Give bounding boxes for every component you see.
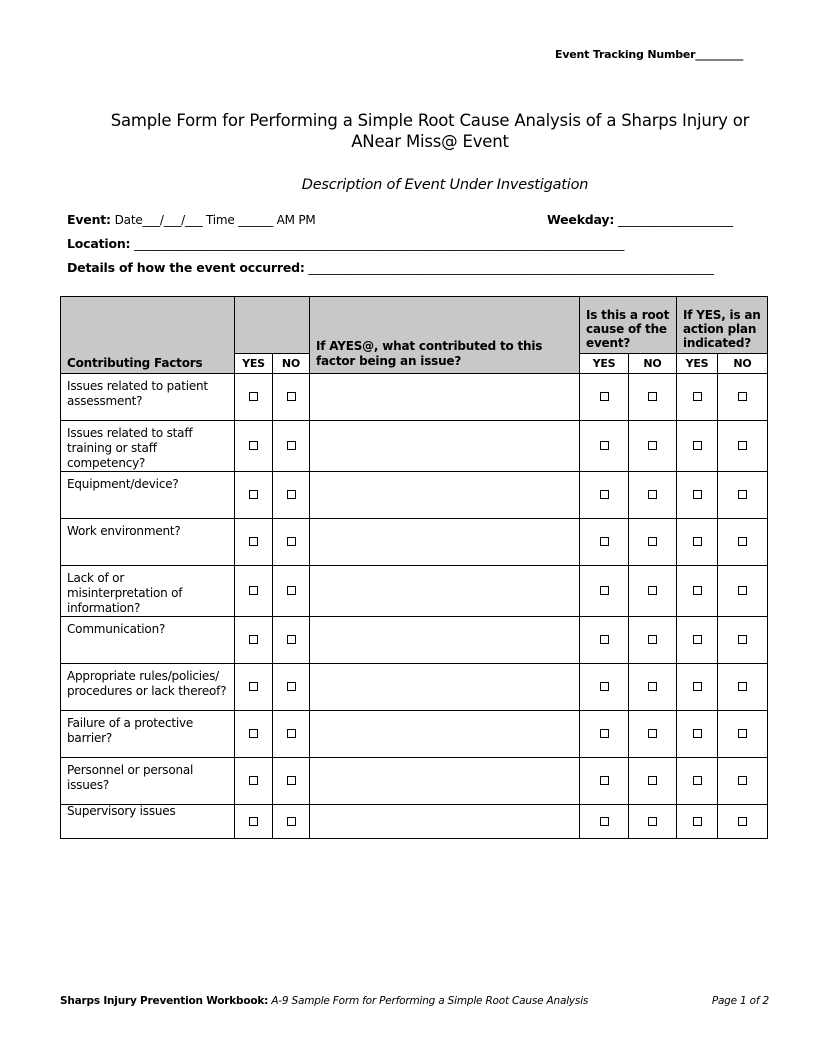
root-yes-checkbox[interactable] [580,421,629,472]
factor-yes-checkbox[interactable] [235,472,273,519]
table-row [61,519,768,566]
root-yes-checkbox[interactable] [580,472,629,519]
factor-label: Issues related to staff training or staff competency? [61,421,235,472]
weekday-value[interactable]: ___________________ [617,212,733,227]
root-yes-checkbox[interactable] [580,758,629,805]
root-no-checkbox[interactable] [629,617,677,664]
table-row [61,617,768,664]
root-no-checkbox[interactable] [629,805,677,839]
plan-yes-checkbox[interactable] [677,711,718,758]
subheader-root-no: NO [629,354,677,374]
plan-no-checkbox[interactable] [718,711,768,758]
subheader-no: NO [273,354,310,374]
factor-no-checkbox[interactable] [273,664,310,711]
contributed-text-cell[interactable] [310,758,580,805]
plan-no-checkbox[interactable] [718,374,768,421]
factor-label: Issues related to patient assessment? [61,374,235,421]
details-field[interactable] [67,260,714,275]
factor-yes-checkbox[interactable] [235,664,273,711]
factor-no-checkbox[interactable] [273,711,310,758]
factor-no-checkbox[interactable] [273,421,310,472]
subheader-yes: YES [235,354,273,374]
factor-label: Personnel or personal issues? [61,758,235,805]
root-yes-checkbox[interactable] [580,519,629,566]
form-title-line-1: Sample Form for Performing a Simple Root Cause Analysis of a Sharps Injury or [110,111,750,130]
location-value[interactable]: _________________________________________________________________________________ [134,236,625,251]
root-no-checkbox[interactable] [629,472,677,519]
plan-yes-checkbox[interactable] [677,374,718,421]
header-contributing-factors-label: Contributing Factors [67,356,203,370]
table-row [61,711,768,758]
plan-no-checkbox[interactable] [718,421,768,472]
root-no-checkbox[interactable] [629,566,677,617]
factor-yes-checkbox[interactable] [235,711,273,758]
factor-yes-checkbox[interactable] [235,758,273,805]
details-value[interactable]: ___________________________________________________________________ [308,260,714,275]
factor-yes-checkbox[interactable] [235,805,273,839]
contributed-text-cell[interactable] [310,711,580,758]
contributing-factors-table [60,296,768,839]
factor-label: Communication? [61,617,235,664]
root-yes-checkbox[interactable] [580,617,629,664]
header-root-cause [580,297,677,354]
factor-no-checkbox[interactable] [273,374,310,421]
table-row [61,664,768,711]
weekday-label: Weekday: [547,212,615,227]
subheader-plan-no: NO [718,354,768,374]
root-no-checkbox[interactable] [629,421,677,472]
header-contributed [310,297,580,374]
plan-yes-checkbox[interactable] [677,472,718,519]
plan-no-checkbox[interactable] [718,519,768,566]
root-yes-checkbox[interactable] [580,664,629,711]
plan-no-checkbox[interactable] [718,664,768,711]
root-no-checkbox[interactable] [629,758,677,805]
weekday-field[interactable] [547,212,733,227]
header-contributing-factors [61,297,235,374]
plan-no-checkbox[interactable] [718,805,768,839]
plan-yes-checkbox[interactable] [677,566,718,617]
plan-yes-checkbox[interactable] [677,805,718,839]
contributed-text-cell[interactable] [310,805,580,839]
factor-label: Lack of or misinterpretation of information? [61,566,235,617]
footer-left [60,995,588,1007]
event-label: Event: [67,212,111,227]
header-root-cause-label: Is this a root cause of the event? [586,308,670,350]
footer-workbook: Sharps Injury Prevention Workbook: [60,995,269,1007]
header-yes-no-group [235,297,310,354]
contributed-text-cell[interactable] [310,664,580,711]
factor-yes-checkbox[interactable] [235,374,273,421]
factor-yes-checkbox[interactable] [235,566,273,617]
plan-yes-checkbox[interactable] [677,617,718,664]
contributed-text-cell[interactable] [310,421,580,472]
footer-section: A-9 Sample Form for Performing a Simple Root Cause Analysis [271,995,589,1007]
contributed-text-cell[interactable] [310,472,580,519]
factor-no-checkbox[interactable] [273,758,310,805]
factor-label: Failure of a protective barrier? [61,711,235,758]
contributed-text-cell[interactable] [310,617,580,664]
subheader-root-yes: YES [580,354,629,374]
contributed-text-cell[interactable] [310,519,580,566]
factor-no-checkbox[interactable] [273,805,310,839]
factor-no-checkbox[interactable] [273,617,310,664]
table-row [61,374,768,421]
table-row [61,805,768,839]
root-no-checkbox[interactable] [629,519,677,566]
plan-yes-checkbox[interactable] [677,519,718,566]
plan-yes-checkbox[interactable] [677,758,718,805]
factor-label-text: Supervisory issues [67,804,176,818]
location-label: Location: [67,236,131,251]
plan-no-checkbox[interactable] [718,758,768,805]
header-action-plan-label: If YES, is an action plan indicated? [683,308,761,350]
contributed-text-cell[interactable] [310,374,580,421]
factor-no-checkbox[interactable] [273,566,310,617]
root-no-checkbox[interactable] [629,374,677,421]
header-action-plan [677,297,768,354]
factor-label: Work environment? [61,519,235,566]
factor-yes-checkbox[interactable] [235,617,273,664]
details-label: Details of how the event occurred: [67,260,305,275]
factor-label [61,805,235,839]
table-row [61,566,768,617]
header-contributed-label: If AYES@, what contributed to this factor being an issue? [316,339,543,368]
root-yes-checkbox[interactable] [580,566,629,617]
event-tracking-number: Event Tracking Number_________ [555,48,744,61]
location-field[interactable] [67,236,624,251]
plan-no-checkbox[interactable] [718,617,768,664]
factor-label: Appropriate rules/policies/ procedures or lack thereof? [61,664,235,711]
plan-yes-checkbox[interactable] [677,421,718,472]
factor-label: Equipment/device? [61,472,235,519]
footer-page-number: Page 1 of 2 [711,995,769,1007]
form-title [60,110,800,152]
table-row [61,421,768,472]
subheader-plan-yes: YES [677,354,718,374]
table-row [61,758,768,805]
contributed-text-cell[interactable] [310,566,580,617]
plan-no-checkbox[interactable] [718,566,768,617]
factor-yes-checkbox[interactable] [235,421,273,472]
root-no-checkbox[interactable] [629,711,677,758]
table-row [61,472,768,519]
factor-no-checkbox[interactable] [273,519,310,566]
root-yes-checkbox[interactable] [580,805,629,839]
factor-no-checkbox[interactable] [273,472,310,519]
plan-no-checkbox[interactable] [718,472,768,519]
event-field[interactable] [67,212,316,227]
event-value[interactable]: Date___/___/___ Time ______ AM PM [114,213,316,227]
section-subtitle: Description of Event Under Investigation [301,177,589,193]
root-yes-checkbox[interactable] [580,711,629,758]
root-yes-checkbox[interactable] [580,374,629,421]
form-title-line-2: ANear Miss@ Event [351,132,509,151]
factor-yes-checkbox[interactable] [235,519,273,566]
root-no-checkbox[interactable] [629,664,677,711]
plan-yes-checkbox[interactable] [677,664,718,711]
